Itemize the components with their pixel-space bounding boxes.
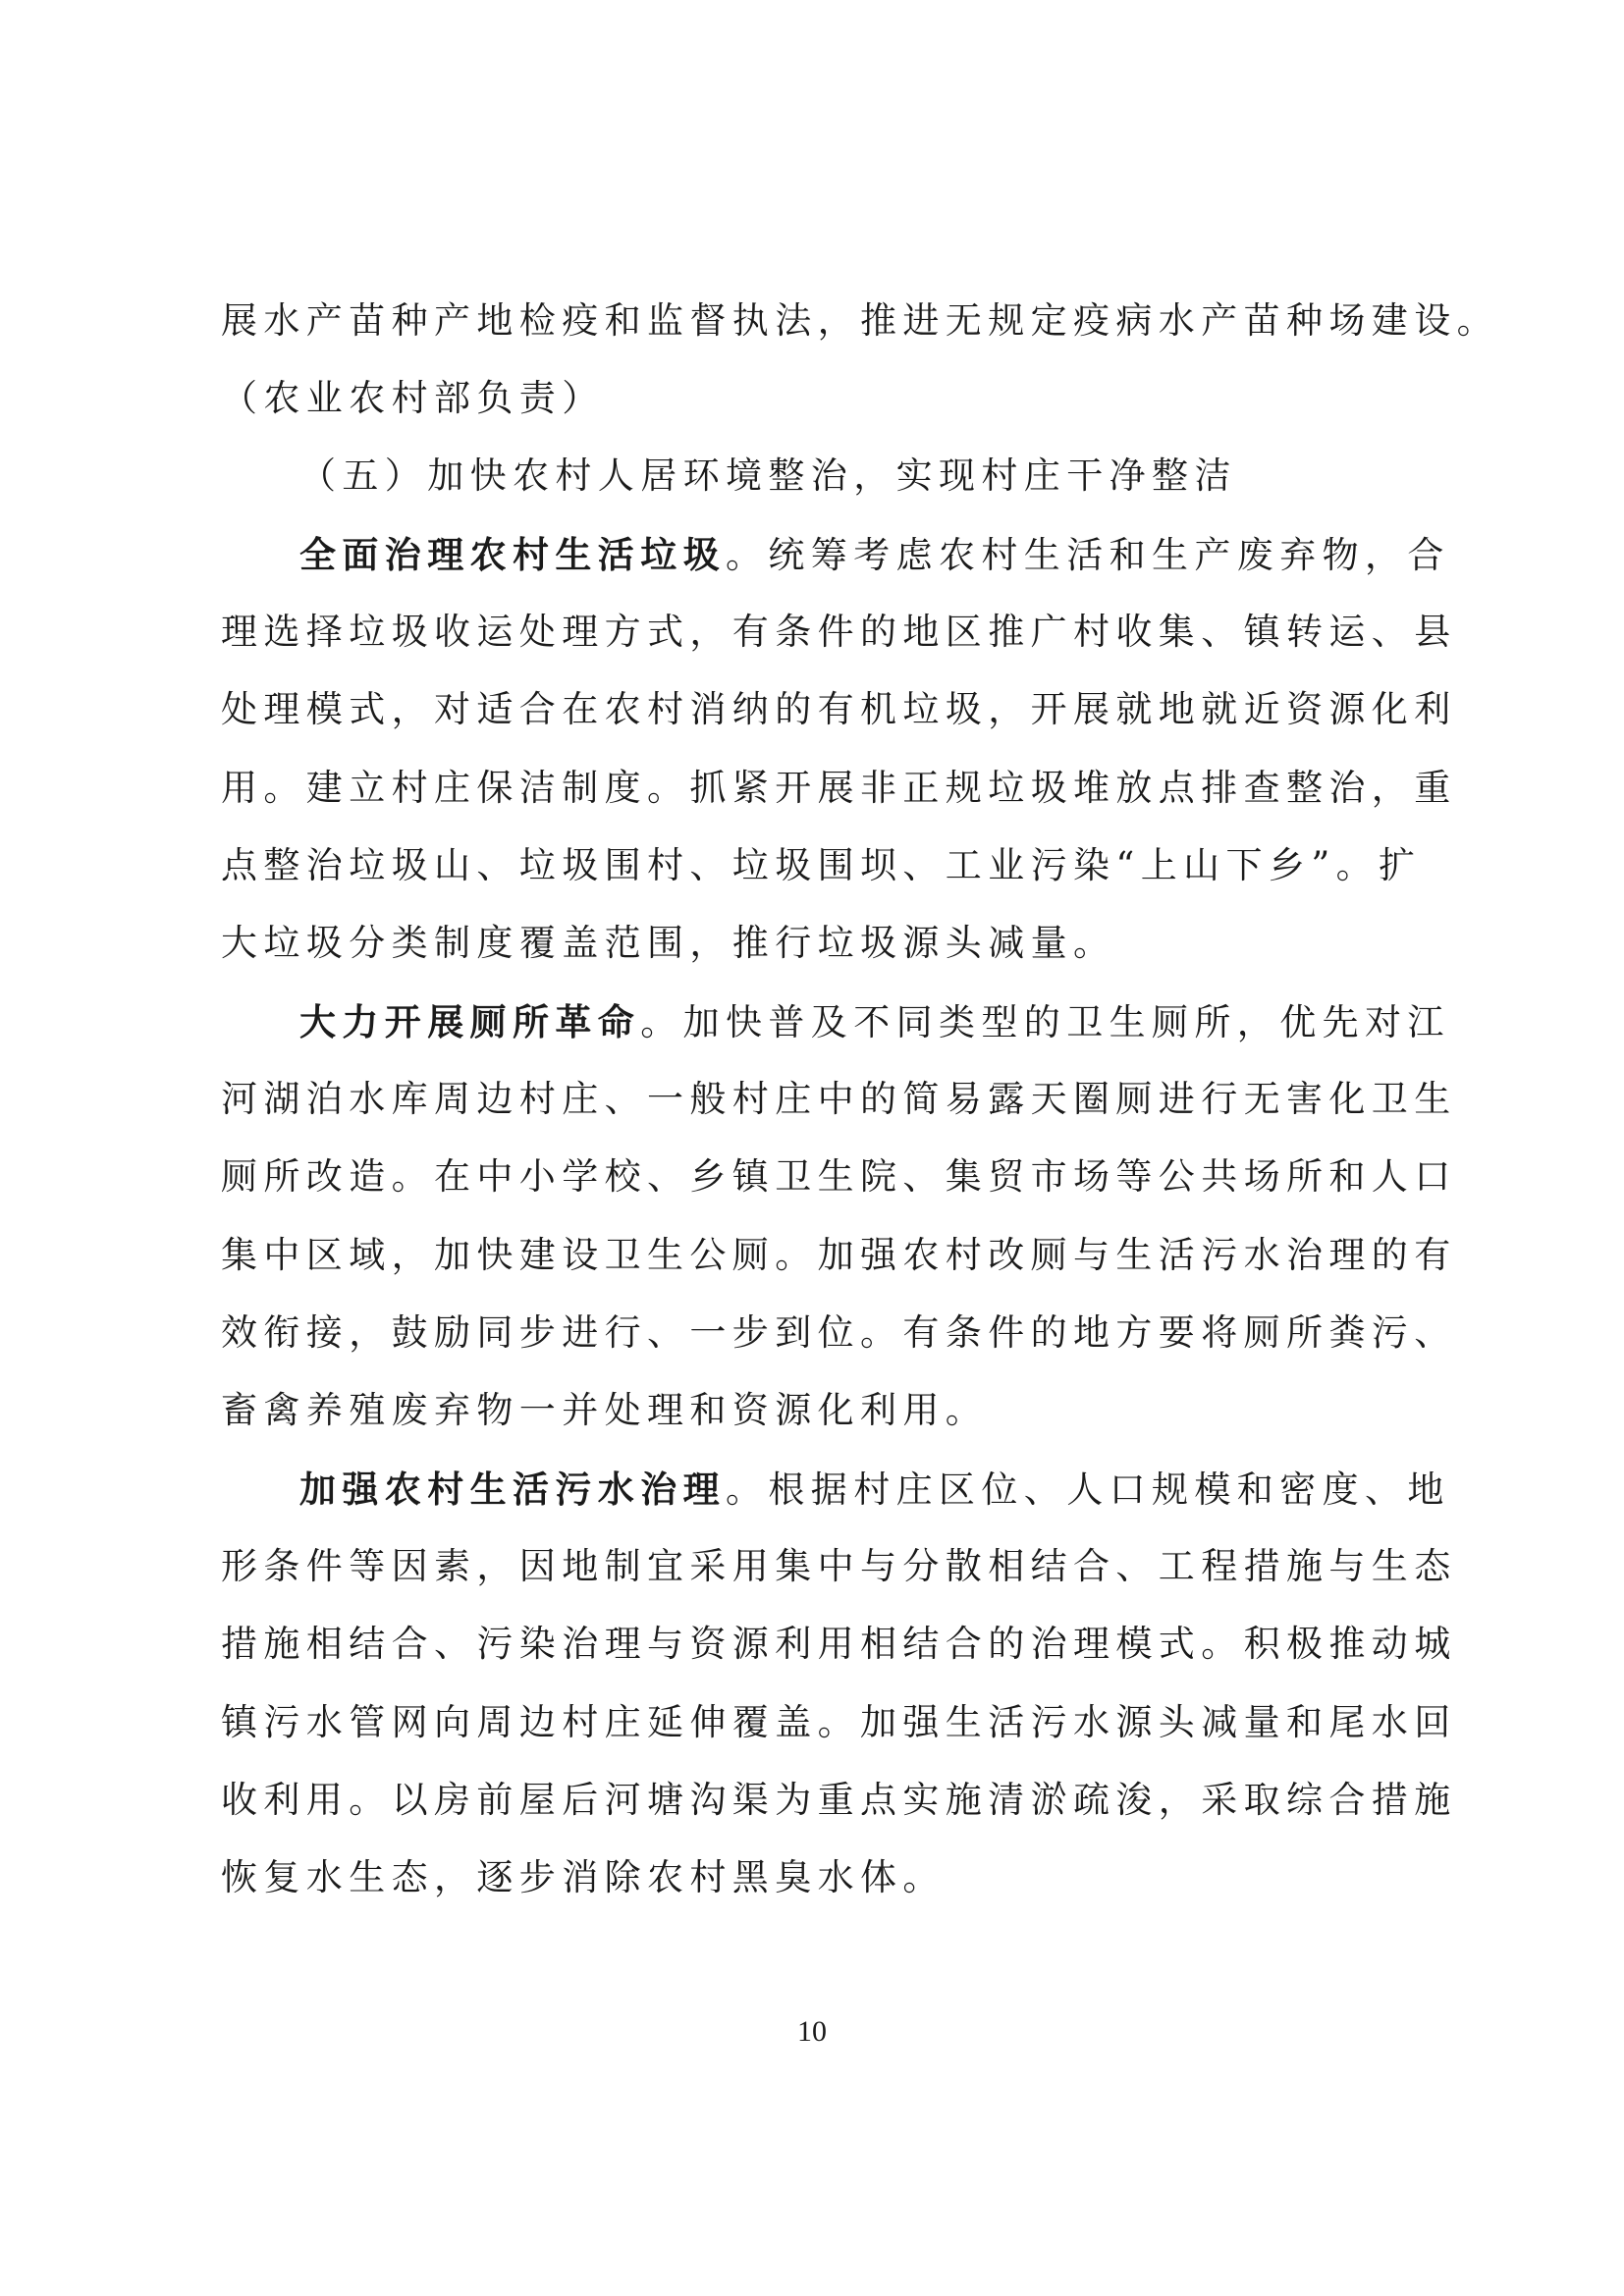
text-line: 恢复水生态，逐步消除农村黑臭水体。	[221, 1856, 946, 1898]
text-line: 收利用。以房前屋后河塘沟渠为重点实施清淤疏浚，采取综合措施	[221, 1779, 1457, 1821]
text-line: 厕所改造。在中小学校、乡镇卫生院、集贸市场等公共场所和人口	[221, 1155, 1457, 1198]
text-line: 畜禽养殖废弃物一并处理和资源化利用。	[221, 1389, 989, 1431]
paragraph-text: 。加快普及不同类型的卫生厕所，优先对江	[640, 1001, 1450, 1043]
paragraph-first-line	[299, 1466, 1450, 1514]
paragraph-text: 。根据村庄区位、人口规模和密度、地	[726, 1468, 1450, 1511]
paragraph-lead-heading: 全面治理农村生活垃圾	[299, 533, 726, 576]
text-line: 展水产苗种产地检疫和监督执法，推进无规定疫病水产苗种场建设。	[221, 299, 1499, 342]
text-line: 处理模式，对适合在农村消纳的有机垃圾，开展就地就近资源化利	[221, 688, 1457, 730]
text-line: 措施相结合、污染治理与资源利用相结合的治理模式。积极推动城	[221, 1623, 1457, 1665]
text-line: 大垃圾分类制度覆盖范围，推行垃圾源头减量。	[221, 922, 1116, 964]
text-line: 用。建立村庄保洁制度。抓紧开展非正规垃圾堆放点排查整治，重	[221, 767, 1457, 809]
text-line: 河湖泊水库周边村庄、一般村庄中的简易露天圈厕进行无害化卫生	[221, 1078, 1457, 1120]
paragraph-text: 。统筹考虑农村生活和生产废弃物，合	[726, 534, 1450, 576]
text-line: 集中区域，加快建设卫生公厕。加强农村改厕与生活污水治理的有	[221, 1234, 1457, 1276]
text-line: 点整治垃圾山、垃圾围村、垃圾围坝、工业污染“上山下乡”。扩	[221, 844, 1422, 886]
paragraph-first-line	[299, 998, 1450, 1046]
text-line: 理选择垃圾收运处理方式，有条件的地区推广村收集、镇转运、县	[221, 611, 1457, 653]
paragraph-lead-heading: 加强农村生活污水治理	[299, 1468, 726, 1511]
text-line: 镇污水管网向周边村庄延伸覆盖。加强生活污水源头减量和尾水回	[221, 1701, 1457, 1743]
text-line: （农业农村部负责）	[221, 377, 605, 419]
section-heading: （五）加快农村人居环境整治，实现村庄干净整洁	[299, 454, 1237, 497]
text-line: 形条件等因素，因地制宜采用集中与分散相结合、工程措施与生态	[221, 1545, 1457, 1587]
paragraph-first-line	[299, 531, 1450, 579]
paragraph-lead-heading: 大力开展厕所革命	[299, 1000, 641, 1043]
text-line: 效衔接，鼓励同步进行、一步到位。有条件的地方要将厕所粪污、	[221, 1311, 1457, 1354]
page-number: 10	[797, 2015, 827, 2048]
